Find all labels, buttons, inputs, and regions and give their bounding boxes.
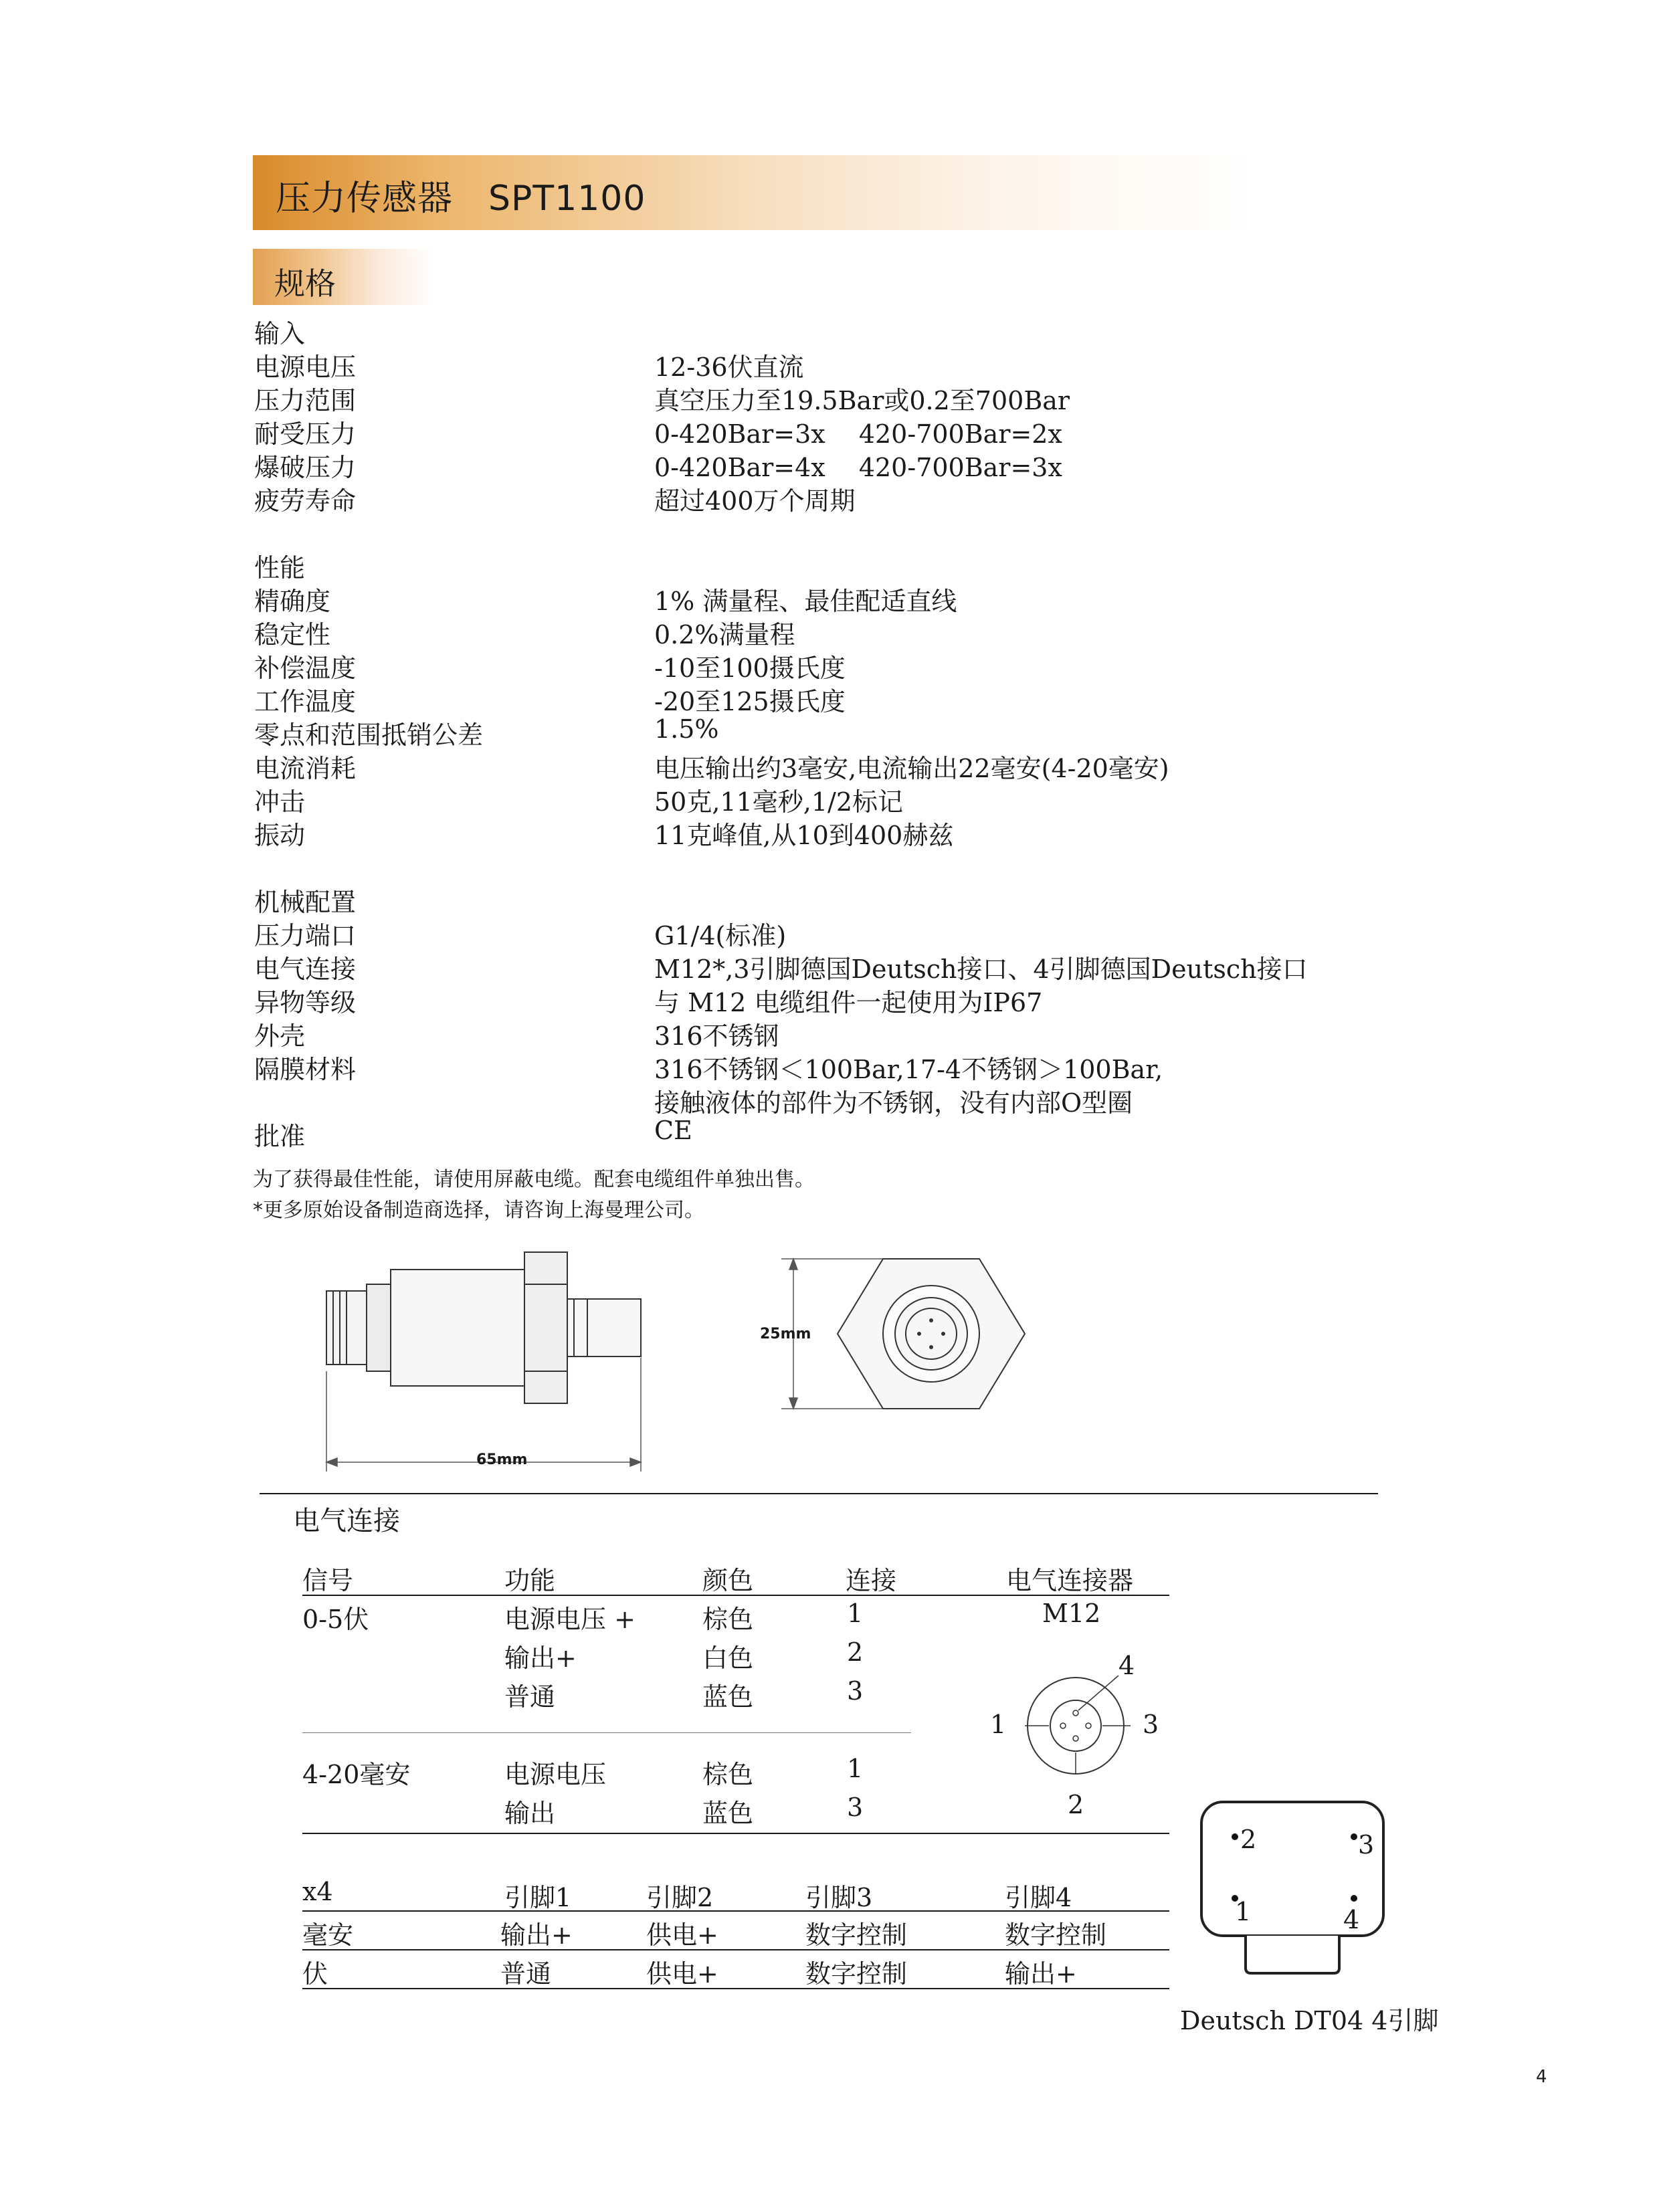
- spec-value: 316不锈钢: [654, 1021, 779, 1051]
- spec-label: 外壳: [254, 1021, 306, 1051]
- table-header: 信号: [302, 1566, 354, 1595]
- table-cell: 4-20毫安: [302, 1760, 411, 1789]
- spec-value: -10至100摄氏度: [654, 653, 846, 683]
- table-header: 颜色: [702, 1566, 754, 1595]
- table-cell: 棕色: [702, 1605, 754, 1634]
- pin-header: 引脚4: [1005, 1883, 1072, 1912]
- table-cell: 输出+: [504, 1643, 577, 1673]
- pin-cell: 毫安: [302, 1920, 354, 1950]
- spec-value: 0.2%满量程: [654, 620, 795, 649]
- spec-label: 压力范围: [254, 386, 357, 415]
- spec-label: 电流消耗: [254, 754, 357, 783]
- deutsch-caption: Deutsch DT04 4引脚: [1180, 2006, 1439, 2035]
- spec-value: 接触液体的部件为不锈钢，没有内部O型圈: [654, 1088, 1133, 1118]
- m12-pin-label: 2: [1068, 1790, 1084, 1819]
- spec-label: 稳定性: [254, 620, 331, 649]
- m12-connector-diagram: [1023, 1672, 1157, 1793]
- spec-value: 真空压力至19.5Bar或0.2至700Bar: [654, 386, 1070, 415]
- spec-label: 耐受压力: [254, 419, 357, 449]
- spec-label: 电源电压: [254, 353, 357, 382]
- pin-cell: 伏: [302, 1959, 328, 1989]
- spec-value: 11克峰值,从10到400赫兹: [654, 821, 954, 850]
- page-title: 压力传感器 SPT1100: [276, 179, 646, 219]
- pin-cell: 数字控制: [1005, 1920, 1107, 1950]
- width-dimension: 25mm: [760, 1326, 811, 1342]
- deutsch-pin-label: 3: [1358, 1830, 1375, 1859]
- table-cell: 输出: [504, 1799, 556, 1828]
- table-cell: 0-5伏: [302, 1605, 369, 1634]
- spec-label: 疲劳寿命: [254, 486, 357, 516]
- spec-label: 振动: [254, 821, 306, 850]
- divider: [260, 1493, 1378, 1494]
- spec-value: M12*,3引脚德国Deutsch接口、4引脚德国Deutsch接口: [654, 954, 1308, 984]
- pin-header: 引脚1: [504, 1883, 572, 1912]
- spec-label: 冲击: [254, 787, 306, 817]
- table-rule: [302, 1949, 1169, 1950]
- deutsch-connector-diagram: [1197, 1799, 1391, 1980]
- table-header: 连接: [846, 1566, 897, 1595]
- table-header: 电气连接器: [1006, 1566, 1134, 1595]
- spec-label: 工作温度: [254, 687, 357, 716]
- table-cell: 电源电压 +: [504, 1605, 636, 1634]
- electrical-title: 电气连接: [293, 1506, 400, 1536]
- table-header: 功能: [504, 1566, 556, 1595]
- note: 为了获得最佳性能，请使用屏蔽电缆。配套电缆组件单独出售。: [253, 1168, 815, 1191]
- spec-value: -20至125摄氏度: [654, 687, 846, 716]
- spec-label: 机械配置: [254, 888, 357, 917]
- deutsch-pin-label: 2: [1240, 1825, 1257, 1854]
- spec-value: 316不锈钢＜100Bar,17-4不锈钢＞100Bar,: [654, 1055, 1163, 1084]
- spec-value: 0-420Bar=4x 420-700Bar=3x: [654, 453, 1062, 482]
- spec-label: 爆破压力: [254, 453, 357, 482]
- pin-cell: 数字控制: [805, 1920, 908, 1950]
- pin-cell: 输出+: [500, 1920, 573, 1950]
- pin-header: x4: [302, 1877, 333, 1906]
- pin-cell: 供电+: [646, 1920, 718, 1950]
- m12-pin-label: 4: [1118, 1651, 1135, 1680]
- page-number: 4: [1536, 2067, 1547, 2087]
- table-cell: 普通: [504, 1682, 556, 1712]
- spec-label: 压力端口: [254, 921, 357, 950]
- pin-cell: 普通: [500, 1959, 552, 1989]
- spec-label: 零点和范围抵销公差: [254, 720, 484, 750]
- spec-value: 1.5%: [654, 714, 719, 744]
- table-cell: 3: [847, 1793, 864, 1822]
- table-cell: 白色: [702, 1643, 754, 1673]
- spec-value: G1/4(标准): [654, 921, 787, 950]
- spec-label: 电气连接: [254, 954, 357, 984]
- table-cell: 3: [847, 1676, 864, 1706]
- m12-pin-label: 3: [1143, 1710, 1159, 1739]
- spec-label: 补偿温度: [254, 653, 357, 683]
- spec-value: 0-420Bar=3x 420-700Bar=2x: [654, 419, 1062, 449]
- table-cell: 1: [847, 1599, 864, 1628]
- spec-label: 性能: [254, 553, 306, 583]
- spec-value: CE: [654, 1116, 692, 1145]
- spec-value: 与 M12 电缆组件一起使用为IP67: [654, 988, 1043, 1017]
- table-cell: 电源电压: [504, 1760, 607, 1789]
- table-rule: [302, 1595, 1169, 1596]
- pin-cell: 数字控制: [805, 1959, 908, 1989]
- pin-cell: 供电+: [646, 1959, 718, 1989]
- side-view-drawing: [314, 1244, 702, 1485]
- spec-value: 50克,11毫秒,1/2标记: [654, 787, 904, 817]
- spec-label: 异物等级: [254, 988, 357, 1017]
- spec-value: 超过400万个周期: [654, 486, 856, 516]
- m12-pin-label: 1: [990, 1710, 1007, 1739]
- note: *更多原始设备制造商选择，请咨询上海曼理公司。: [253, 1199, 704, 1222]
- table-cell: 2: [847, 1637, 864, 1667]
- section-title: 规格: [274, 266, 336, 302]
- table-rule: [302, 1910, 1169, 1912]
- table-cell: 1: [847, 1754, 864, 1783]
- table-rule: [302, 1988, 1169, 1989]
- spec-label: 批准: [254, 1122, 306, 1151]
- spec-label: 隔膜材料: [254, 1055, 357, 1084]
- spec-value: 电压输出约3毫安,电流输出22毫安(4-20毫安): [654, 754, 1169, 783]
- table-rule: [302, 1833, 1169, 1834]
- group-rule: [302, 1732, 911, 1733]
- spec-label: 输入: [254, 319, 306, 348]
- spec-value: 1% 满量程、最佳配适直线: [654, 587, 957, 616]
- pin-header: 引脚2: [646, 1883, 714, 1912]
- table-cell: 蓝色: [702, 1799, 754, 1828]
- table-cell: 蓝色: [702, 1682, 754, 1712]
- deutsch-pin-label: 4: [1343, 1905, 1360, 1934]
- deutsch-pin-label: 1: [1235, 1897, 1252, 1926]
- table-cell: 棕色: [702, 1760, 754, 1789]
- spec-label: 精确度: [254, 587, 331, 616]
- length-dimension: 65mm: [476, 1451, 528, 1468]
- pin-cell: 输出+: [1005, 1959, 1077, 1989]
- pin-header: 引脚3: [805, 1883, 873, 1912]
- connector-label: M12: [1042, 1599, 1101, 1628]
- spec-value: 12-36伏直流: [654, 353, 804, 382]
